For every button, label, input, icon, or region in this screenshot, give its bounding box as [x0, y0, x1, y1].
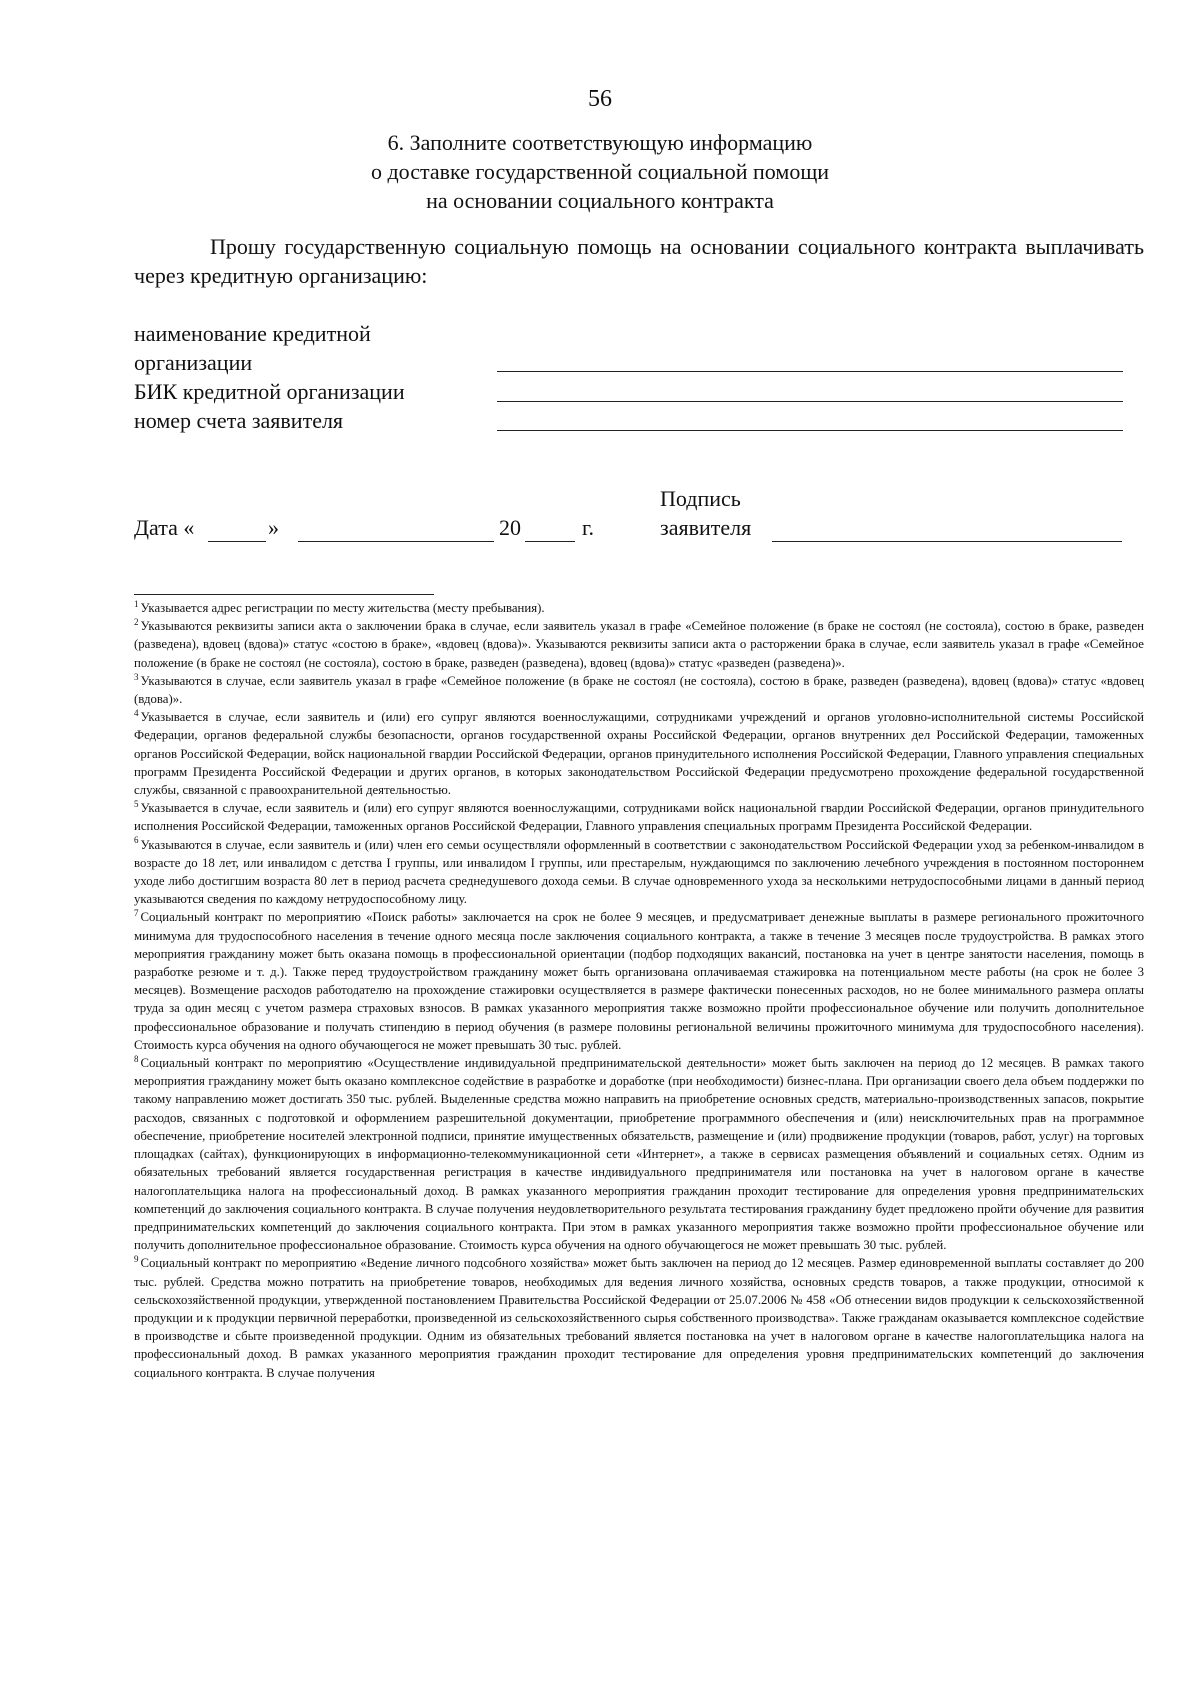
signature-label-line2: заявителя	[660, 515, 752, 540]
footnote-text: Социальный контракт по мероприятию «Ведение личного подсобного хозяйства» может быть заключен на период до 12 месяцев. Размер единовременной выплаты составляет до 200 тыс. рублей. Средства можно потратить на приобретение товаров, необходимых для ведения личного хозяйства, основных средств товаров, а также продукции, относимой к сельскохозяйственной продукции, утвержденной постановлением Правительства Российской Федерации от 25.07.2006 № 458 «Об отнесении видов продукции к сельскохозяйственной продукции и к продукции первичной переработки, произведенной из сельскохозяйственного сырья собственного производства». Также гражданам оказывается комплексное содействие в производстве и сбыте произведенной продукции. Одним из обязательных требований является постановка на учет в налоговом органе в качестве налогоплательщика налога на профессиональный доход. В рамках указанного мероприятия гражданин проходит тестирование для определения уровня предпринимательских компетенций до заключения социального контракта. В случае получения	[134, 1256, 1144, 1380]
bik-label: БИК кредитной организации	[134, 379, 405, 404]
date-label: Дата «	[134, 515, 195, 540]
footnote-number: 7	[134, 908, 139, 919]
section-heading	[0, 128, 1200, 215]
date-close-quote: »	[268, 515, 279, 540]
footnote-item	[134, 799, 1144, 835]
footnote-item	[134, 599, 1144, 617]
request-paragraph: Прошу государственную социальную помощь на основании социального контракта выплачивать через кредитную организацию:	[134, 234, 1144, 288]
footnote-text: Указываются в случае, если заявитель и (или) член его семьи осуществляли оформленный в соответствии с законодательством Российской Федерации уход за ребенком-инвалидом в возрасте до 18 лет, или инвалидом с детства I группы, или инвалидом I группы, или престарелым, нуждающимся по заключению лечебного учреждения в постоянном постороннем уходе либо достигшим возраста 80 лет в период расчета среднедушевого дохода семьи. В случае одновременного ухода за несколькими нетрудоспособными лицами в данный период указываются сведения по каждому нетрудоспособному лицу.	[134, 837, 1144, 907]
bank-name-label-line1: наименование кредитной	[134, 321, 371, 346]
heading-line-1: 6. Заполните соответствующую информацию	[387, 130, 813, 155]
date-year-prefix: 20	[499, 515, 521, 540]
signature-label-line1: Подпись	[660, 486, 741, 511]
footnote-text: Указывается в случае, если заявитель и (или) его супруг являются военнослужащими, сотрудниками войск национальной гвардии Российской Федерации, органов принудительного исполнения Российской Федерации, таможенных органов Российской Федерации, Главного управления специальных программ Президента Российской Федерации.	[134, 801, 1144, 834]
bank-name-label-line2: организации	[134, 350, 253, 375]
footnote-item	[134, 836, 1144, 909]
heading-line-2: о доставке государственной социальной помощи	[370, 159, 830, 184]
footnote-item	[134, 1254, 1144, 1381]
footnote-number: 6	[134, 835, 139, 846]
account-label: номер счета заявителя	[134, 408, 344, 433]
date-year-suffix: г.	[582, 515, 595, 540]
footnote-separator	[134, 594, 434, 595]
footnote-text: Указывается в случае, если заявитель и (или) его супруг являются военнослужащими, сотрудниками учреждений и органов уголовно-исполнительной системы Российской Федерации, органов федеральной службы безопасности, органов государственной охраны Российской Федерации, органов внутренних дел Российской Федерации, таможенных органов Российской Федерации, войск национальной гвардии Российской Федерации, органов принудительного исполнения Российской Федерации, Главного управления специальных программ Президента Российской Федерации и других органов, в которых законодательством Российской Федерации предусмотрено прохождение федеральной государственной службы, связанной с правоохранительной деятельностью.	[134, 710, 1144, 798]
footnote-item	[134, 708, 1144, 799]
footnote-number: 9	[134, 1254, 139, 1265]
footnote-number: 4	[134, 707, 139, 718]
page-number: 56	[588, 86, 612, 112]
footnote-number: 1	[134, 598, 139, 609]
footnote-number: 3	[134, 671, 139, 682]
footnote-number: 2	[134, 616, 139, 627]
footnote-item	[134, 672, 1144, 708]
heading-line-3: на основании социального контракта	[426, 188, 774, 213]
account-input-line[interactable]	[497, 430, 1123, 431]
footnote-item	[134, 1054, 1144, 1254]
footnote-text: Социальный контракт по мероприятию «Осуществление индивидуальной предпринимательской деятельности» может быть заключен на период до 12 месяцев. В рамках такого мероприятия гражданину может быть оказано комплексное содействие в разработке и доработке (при необходимости) бизнес-плана. При организации своего дела объем поддержки по такому направлению может достигать 350 тыс. рублей. Выделенные средства можно направить на приобретение основных средств, материально-производственных запасов, покрытие расходов, связанных с подготовкой и оформлением разрешительной документации, приобретение программного обеспечения и (или) неисключительных прав на программное обеспечение, приобретение носителей электронной подписи, принятие имущественных обязательств, размещение и (или) продвижение продукции (товаров, работ, услуг) на торговых площадках (сайтах), функционирующих в информационно-телекоммуникационной сети «Интернет», а также в сервисах размещения объявлений и социальных сетях. Одним из обязательных требований является государственная регистрация в качестве индивидуального предпринимателя или постановка на учет в налоговом органе в качестве налогоплательщика налога на профессиональный доход. В рамках указанного мероприятия гражданин проходит тестирование для определения уровня предпринимательских компетенций до заключения социального контракта. В случае получения неудовлетворительного результата тестирования гражданину будет предложено пройти обучение для развития предпринимательских компетенций до заключения социального контракта. При этом в рамках указанного мероприятия также возможно пройти профессиональное обучение или получить дополнительное профессиональное образование. Стоимость курса обучения на одного обучающегося не может превышать 30 тыс. рублей.	[134, 1056, 1144, 1253]
bik-input-line[interactable]	[497, 401, 1123, 402]
footnote-item	[134, 617, 1144, 672]
footnote-number: 5	[134, 798, 139, 809]
footnote-text: Указывается адрес регистрации по месту жительства (месту пребывания).	[140, 601, 545, 615]
footnote-item	[134, 908, 1144, 1054]
footnotes	[134, 599, 1144, 1382]
footnote-number: 8	[134, 1053, 139, 1064]
date-year-input-line[interactable]	[525, 541, 575, 542]
footnote-text: Социальный контракт по мероприятию «Поиск работы» заключается на срок не более 9 месяцев, и предусматривает денежные выплаты в размере регионального прожиточного минимума для трудоспособного населения в течение одного месяца после заключения социального контракта, а также в течение 3 месяцев после трудоустройства. В рамках этого мероприятия гражданину может быть оказана помощь в профессиональной ориентации (подбор подходящих вакансий, постановка на учет в центре занятости населения, помощь в разработке резюме и т. д.). Также перед трудоустройством гражданину может быть организована оплачиваемая стажировка на потенциальном месте работы (на срок не более 3 месяцев). Возмещение расходов работодателю на прохождение стажировки осуществляется в размере фактически понесенных расходов, но не более минимального размера оплаты труда за один месяц с учетом размера страховых взносов. В рамках указанного мероприятия также возможно пройти профессиональное обучение или получить дополнительное профессиональное образование и получать стипендию в период обучения (в размере половины региональной величины прожиточного минимума для трудоспособного населения). Стоимость курса обучения на одного обучающегося не может превышать 30 тыс. рублей.	[134, 910, 1144, 1052]
footnote-text: Указываются в случае, если заявитель указал в графе «Семейное положение (в браке не состоял (не состояла), состою в браке, разведен (разведена), вдовец (вдова)» статус «вдовец (вдова)».	[134, 673, 1144, 707]
signature-input-line[interactable]	[772, 541, 1122, 542]
bank-name-input-line[interactable]	[497, 371, 1123, 372]
footnote-text: Указываются реквизиты записи акта о заключении брака в случае, если заявитель указал в графе «Семейное положение (в браке не состоял (не состояла), состою в браке, разведен (разведена), вдовец (вдова)» статус «состою в браке», «вдовец (вдова)». Указываются реквизиты записи акта о расторжении брака в случае, если заявитель указал в графе «Семейное положение (в браке не состоял (не состояла), состою в браке, разведен (разведена), вдовец (вдова)» статус «разведен (разведена)».	[134, 619, 1144, 670]
date-day-input-line[interactable]	[208, 541, 266, 542]
date-month-input-line[interactable]	[298, 541, 494, 542]
